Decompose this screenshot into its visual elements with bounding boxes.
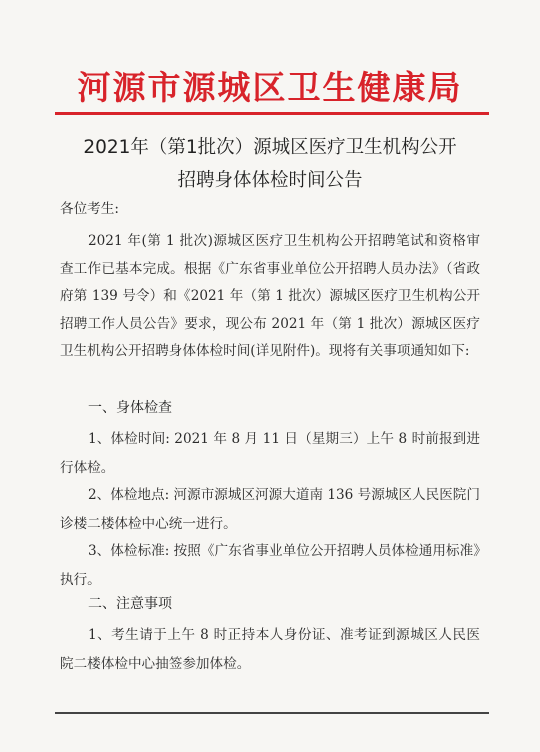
notes-item-1: 1、考生请于上午 8 时正持本人身份证、准考证到源城区人民医院二楼体检中心抽签参加体检。 [60, 627, 480, 672]
letterhead-red-rule [55, 112, 489, 115]
exam-time-item: 1、体检时间: 2021 年 8 月 11 日（星期三）上午 8 时前报到进行体检。 [60, 431, 480, 476]
exam-location-item: 2、体检地点: 河源市源城区河源大道南 136 号源城区人民医院门诊楼二楼体检中心统一进行。 [60, 487, 480, 532]
notice-title-line-1: 2021年（第1批次）源城区医疗卫生机构公开 [83, 137, 457, 158]
notice-title-line-2: 招聘身体体检时间公告 [177, 170, 363, 191]
intro-paragraph: 2021 年(第 1 批次)源城区医疗卫生机构公开招聘笔试和资格审查工作已基本完成。根据《广东省事业单位公开招聘人员办法》（省政府第 139 号令）和《2021 年（第 1 批次）源城区医疗卫生机构公开招聘工作人员公告》要求，现公布 2021 年（第 1 批次）源城区医疗卫生机构公开招聘身体体检时间(详见附件)。现将有关事项通知如下: [60, 233, 480, 360]
exam-standard-item: 3、体检标准: 按照《广东省事业单位公开招聘人员体检通用标准》执行。 [60, 543, 480, 588]
letterhead-title: 河源市源城区卫生健康局 [77, 68, 463, 107]
section-heading-notes: 二、注意事项 [88, 596, 172, 612]
footer-rule [55, 712, 489, 714]
section-heading-physical-exam: 一、身体检查 [88, 400, 172, 416]
greeting: 各位考生: [60, 201, 119, 217]
